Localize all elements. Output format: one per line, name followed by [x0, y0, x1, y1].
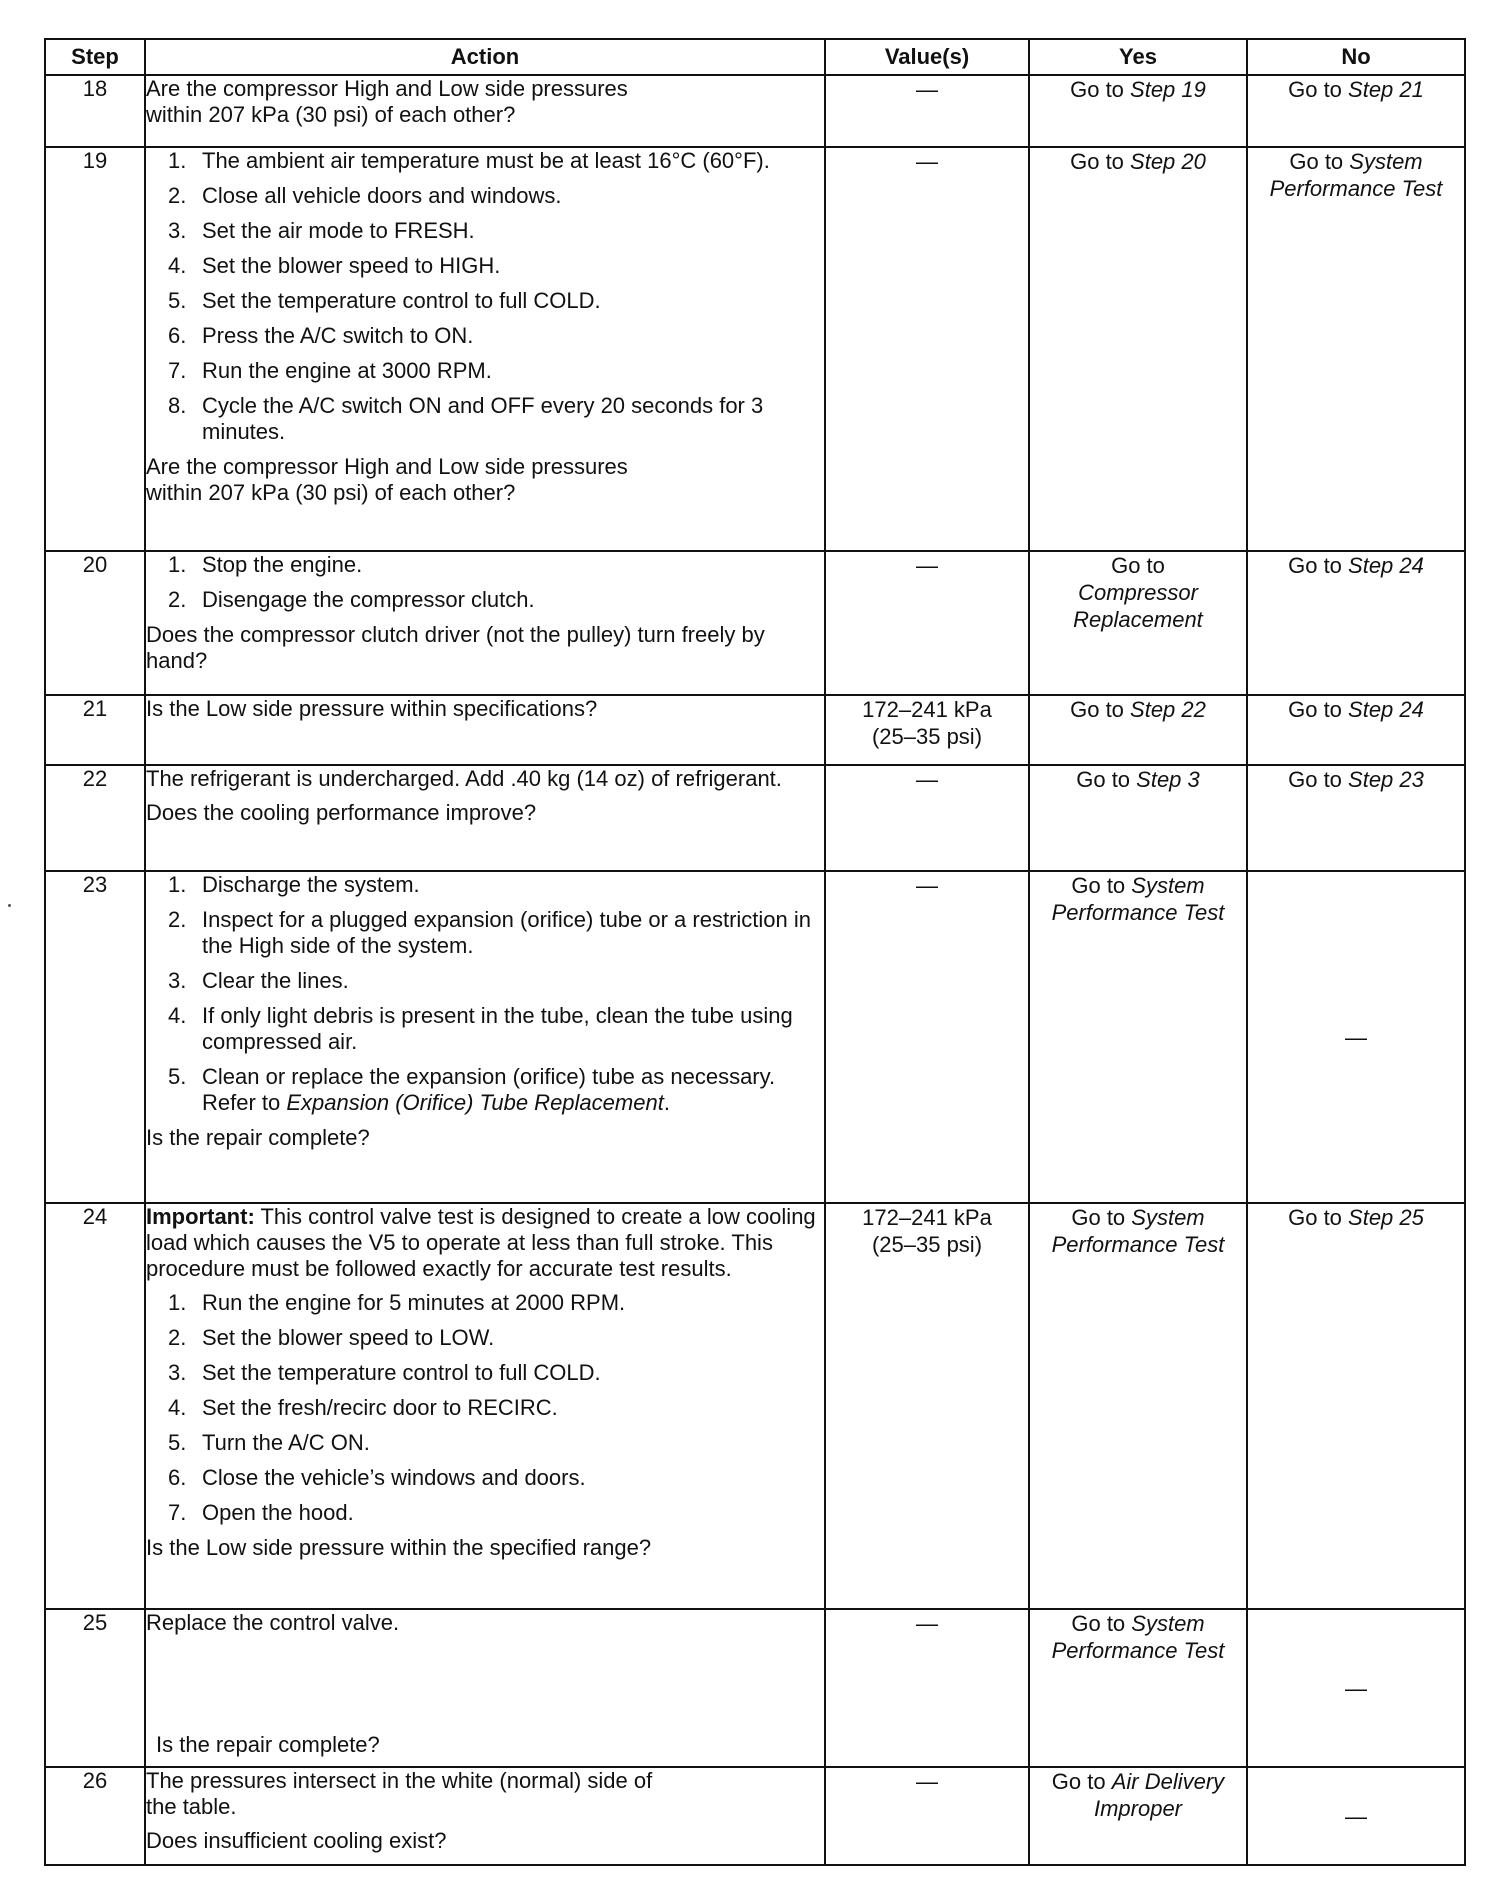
procedure-list — [146, 1290, 824, 1526]
action-cell — [145, 551, 825, 695]
header-action: Action — [145, 39, 825, 75]
list-item: 1. Run the engine for 5 minutes at 2000 RPM. — [168, 1290, 626, 1315]
yes-link[interactable]: Step 19 — [1130, 77, 1206, 102]
list-item: 3. Clear the lines. — [168, 968, 349, 993]
no-prefix: Go to — [1289, 149, 1350, 174]
list-item: 4. Set the blower speed to HIGH. — [168, 253, 501, 278]
important-label: Important: — [146, 1204, 255, 1229]
scan-speck — [8, 904, 11, 907]
list-item: 6. Close the vehicle’s windows and doors. — [168, 1465, 586, 1490]
question-text: Are the compressor High and Low side pressures — [146, 76, 628, 101]
yes-link[interactable]: Step 22 — [1130, 697, 1206, 722]
step-number: 20 — [45, 551, 145, 695]
yes-link[interactable]: Performance Test — [1051, 900, 1225, 925]
value-cell: — — [825, 871, 1029, 1203]
value-cell — [825, 695, 1029, 765]
action-cell — [145, 75, 825, 147]
yes-link[interactable]: Improper — [1093, 1796, 1183, 1821]
diagnostic-table — [44, 38, 1466, 1866]
step-number: 21 — [45, 695, 145, 765]
value-text: (25–35 psi) — [871, 1232, 983, 1257]
no-prefix: Go to — [1288, 767, 1349, 792]
list-item: 3. Set the air mode to FRESH. — [168, 218, 475, 243]
header-step: Step — [45, 39, 145, 75]
action-cell — [145, 871, 825, 1203]
step-number: 24 — [45, 1203, 145, 1609]
question-text: within 207 kPa (30 psi) of each other? — [146, 102, 516, 127]
important-note — [146, 1204, 824, 1282]
procedure-list — [146, 148, 824, 445]
no-link[interactable]: Step 21 — [1348, 77, 1424, 102]
value-text: 172–241 kPa — [862, 697, 992, 722]
table-row — [45, 1609, 1465, 1767]
no-cell — [1247, 147, 1465, 551]
yes-cell — [1029, 75, 1247, 147]
value-cell: — — [825, 147, 1029, 551]
value-cell: — — [825, 551, 1029, 695]
list-item: 5. Clean or replace the expansion (orifice) tube as necessary. Refer to Expansion (Orifice) Tube Replacement. — [168, 1064, 776, 1115]
yes-link[interactable]: Performance Test — [1051, 1232, 1225, 1257]
yes-cell — [1029, 1203, 1247, 1609]
question-text: Does the compressor clutch driver (not the pulley) turn freely by hand? — [146, 622, 765, 673]
yes-prefix: Go to — [1071, 873, 1132, 898]
question-text: Does the cooling performance improve? — [146, 800, 537, 825]
action-cell — [145, 1203, 825, 1609]
reference-link[interactable]: Expansion (Orifice) Tube Replacement — [286, 1090, 664, 1115]
no-link[interactable]: Step 24 — [1348, 553, 1424, 578]
yes-prefix: Go to — [1071, 1611, 1132, 1636]
table-row — [45, 551, 1465, 695]
question-text: Is the Low side pressure within the specified range? — [146, 1535, 652, 1560]
header-yes: Yes — [1029, 39, 1247, 75]
value-cell — [825, 1203, 1029, 1609]
yes-link[interactable]: System — [1131, 1205, 1205, 1230]
value-cell: — — [825, 1609, 1029, 1767]
yes-link[interactable]: Step 3 — [1136, 767, 1200, 792]
question-text: Does insufficient cooling exist? — [146, 1828, 447, 1853]
no-cell — [1247, 765, 1465, 871]
action-cell — [145, 695, 825, 765]
value-cell: — — [825, 75, 1029, 147]
list-item: 1. The ambient air temperature must be at least 16°C (60°F). — [168, 148, 770, 173]
instruction-text: The pressures intersect in the white (normal) side of the table. — [146, 1768, 653, 1819]
yes-cell — [1029, 871, 1247, 1203]
procedure-list — [146, 872, 824, 1116]
yes-link[interactable]: System — [1131, 1611, 1205, 1636]
no-cell: — — [1247, 1609, 1465, 1767]
list-item: 6. Press the A/C switch to ON. — [168, 323, 474, 348]
no-prefix: Go to — [1288, 1205, 1349, 1230]
yes-cell — [1029, 1767, 1247, 1865]
yes-link[interactable]: Air Delivery — [1111, 1769, 1225, 1794]
step-number: 19 — [45, 147, 145, 551]
step-number: 22 — [45, 765, 145, 871]
instruction-text: The refrigerant is undercharged. Add .40 kg (14 oz) of refrigerant. — [146, 766, 782, 791]
list-item: 7. Run the engine at 3000 RPM. — [168, 358, 492, 383]
value-cell: — — [825, 1767, 1029, 1865]
no-cell — [1247, 695, 1465, 765]
table-row — [45, 871, 1465, 1203]
value-text: 172–241 kPa — [862, 1205, 992, 1230]
action-cell — [145, 1609, 825, 1767]
list-item: 7. Open the hood. — [168, 1500, 354, 1525]
yes-cell — [1029, 551, 1247, 695]
question-text: Is the repair complete? — [156, 1732, 380, 1757]
no-link[interactable]: Performance Test — [1269, 176, 1443, 201]
yes-prefix: Go to — [1070, 697, 1131, 722]
yes-cell — [1029, 1609, 1247, 1767]
no-cell: — — [1247, 871, 1465, 1203]
table-row — [45, 147, 1465, 551]
value-cell: — — [825, 765, 1029, 871]
question-text: Is the Low side pressure within specifications? — [146, 696, 598, 721]
question-text: Are the compressor High and Low side pressures — [146, 454, 628, 479]
table-row — [45, 1767, 1465, 1865]
list-item: 2. Disengage the compressor clutch. — [168, 587, 535, 612]
table-row — [45, 1203, 1465, 1609]
no-link[interactable]: Step 23 — [1348, 767, 1424, 792]
list-item: 5. Turn the A/C ON. — [168, 1430, 370, 1455]
no-prefix: Go to — [1288, 697, 1349, 722]
yes-prefix: Go to — [1111, 553, 1165, 578]
no-link[interactable]: Step 24 — [1348, 697, 1424, 722]
yes-link[interactable]: Compressor — [1078, 580, 1198, 605]
important-text: This control valve test is designed to create a low cooling load which causes the V5 to operate at less than full stroke. This procedure must be followed exactly for accurate test results. — [146, 1204, 816, 1281]
step-number: 26 — [45, 1767, 145, 1865]
procedure-list — [146, 552, 824, 613]
question-text: Is the repair complete? — [146, 1125, 370, 1150]
no-link[interactable]: Step 25 — [1348, 1205, 1424, 1230]
yes-prefix: Go to — [1071, 1205, 1132, 1230]
list-item: 2. Set the blower speed to LOW. — [168, 1325, 495, 1350]
list-item: 3. Set the temperature control to full COLD. — [168, 1360, 601, 1385]
yes-link[interactable]: Replacement — [1073, 607, 1203, 632]
no-prefix: Go to — [1288, 553, 1349, 578]
table-row — [45, 695, 1465, 765]
list-item: 1. Discharge the system. — [168, 872, 420, 897]
table-row — [45, 765, 1465, 871]
no-cell: — — [1247, 1767, 1465, 1865]
step-number: 23 — [45, 871, 145, 1203]
yes-prefix: Go to — [1051, 1769, 1112, 1794]
instruction-text: Replace the control valve. — [146, 1610, 400, 1635]
no-prefix: Go to — [1288, 77, 1349, 102]
no-cell — [1247, 75, 1465, 147]
list-item: 2. Inspect for a plugged expansion (orifice) tube or a restriction in the High side of the system. — [168, 907, 811, 958]
list-item: 4. If only light debris is present in the tube, clean the tube using compressed air. — [168, 1003, 793, 1054]
step-number: 25 — [45, 1609, 145, 1767]
yes-prefix: Go to — [1070, 149, 1131, 174]
table-row — [45, 75, 1465, 147]
action-cell — [145, 765, 825, 871]
list-item: 8. Cycle the A/C switch ON and OFF every 20 seconds for 3 minutes. — [168, 393, 764, 444]
no-link[interactable]: System — [1349, 149, 1423, 174]
yes-link[interactable]: System — [1131, 873, 1205, 898]
step-number: 18 — [45, 75, 145, 147]
list-item: 5. Set the temperature control to full COLD. — [168, 288, 601, 313]
yes-cell — [1029, 765, 1247, 871]
yes-link[interactable]: Performance Test — [1051, 1638, 1225, 1663]
yes-prefix: Go to — [1070, 77, 1131, 102]
yes-cell — [1029, 147, 1247, 551]
no-cell — [1247, 1203, 1465, 1609]
list-item: 4. Set the fresh/recirc door to RECIRC. — [168, 1395, 558, 1420]
list-item: 2. Close all vehicle doors and windows. — [168, 183, 562, 208]
question-text: within 207 kPa (30 psi) of each other? — [146, 480, 516, 505]
header-row — [45, 39, 1465, 75]
yes-prefix: Go to — [1076, 767, 1137, 792]
header-values: Value(s) — [825, 39, 1029, 75]
no-cell — [1247, 551, 1465, 695]
list-item: 1. Stop the engine. — [168, 552, 363, 577]
action-cell — [145, 147, 825, 551]
value-text: (25–35 psi) — [871, 724, 983, 749]
yes-cell — [1029, 695, 1247, 765]
action-cell — [145, 1767, 825, 1865]
yes-link[interactable]: Step 20 — [1130, 149, 1206, 174]
header-no: No — [1247, 39, 1465, 75]
